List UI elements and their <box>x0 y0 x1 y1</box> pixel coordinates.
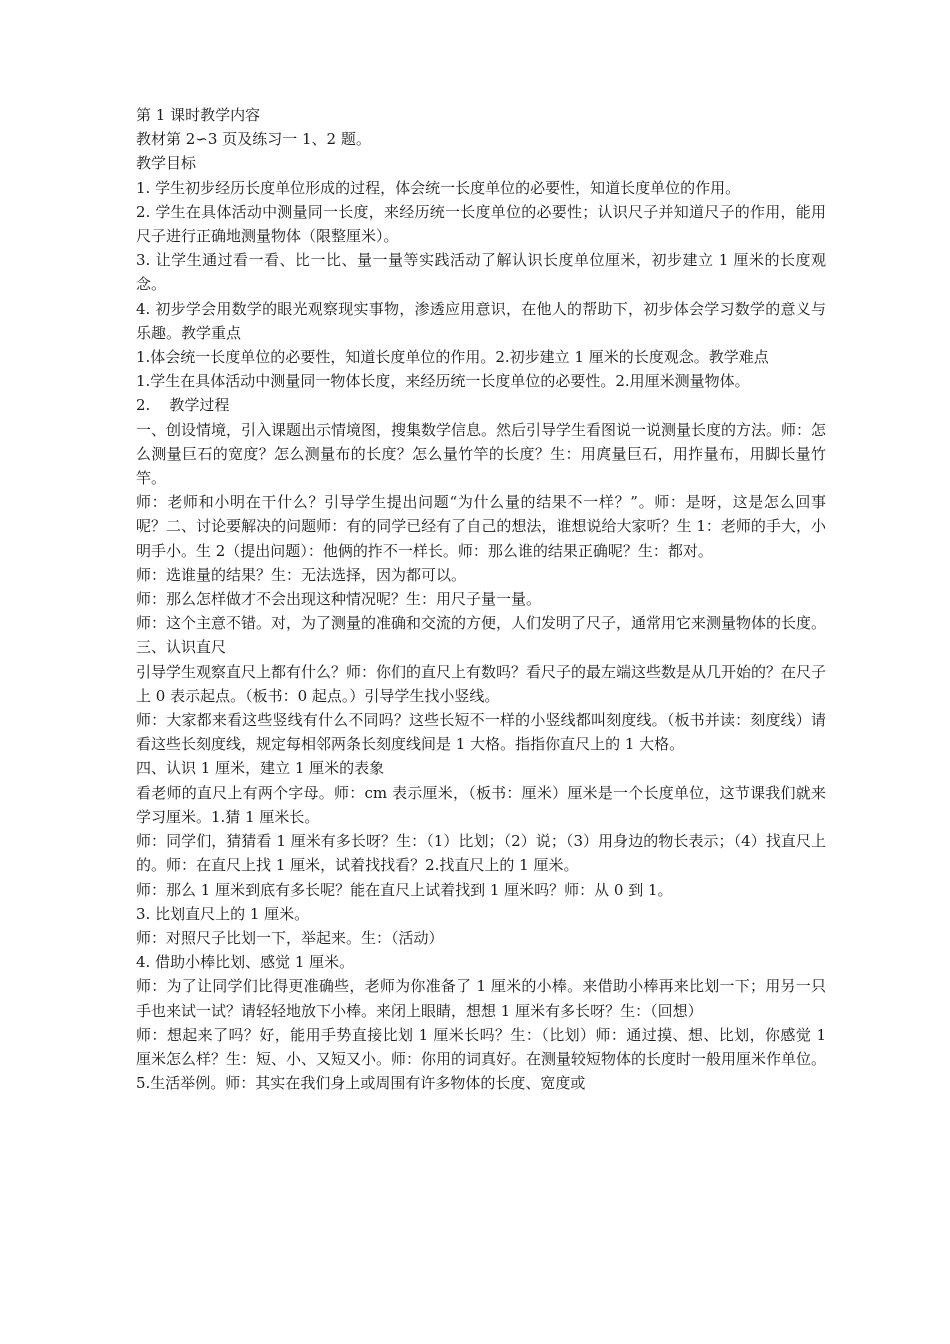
lesson-title: 第 1 课时教学内容 <box>136 106 261 124</box>
section-heading-process: 2. 教学过程 <box>136 396 230 415</box>
textbook-pages: 教材第 2∽3 页及练习一 1、2 题。 <box>136 130 371 149</box>
body-paragraph: 四、认识 1 厘米，建立 1 厘米的表象 <box>136 759 385 778</box>
body-paragraph: 师：那么 1 厘米到底有多长呢？能在直尺上试着找到 1 厘米吗？师：从 0 到 1。 <box>136 880 673 899</box>
body-paragraph: 看老师的直尺上有两个字母。师：cm 表示厘米，（板书：厘米）厘米是一个长度单位，这节课我们就来学习厘米。1.猜 1 厘米长。 <box>136 783 826 826</box>
body-paragraph: 师：那么怎样做才不会出现这种情况呢？生：用尺子量一量。 <box>136 590 542 609</box>
key-points: 1.体会统一长度单位的必要性，知道长度单位的作用。2.初步建立 1 厘米的长度观念。教学难点 <box>136 348 769 367</box>
section-heading-goals: 教学目标 <box>136 154 197 173</box>
body-paragraph: 师：大家都来看这些竖线有什么不同吗？这些长短不一样的小竖线都叫刻度线。（板书并读：刻度线）请看这些长刻度线，规定每相邻两条长刻度线间是 1 大格。指指你直尺上的 1 大格。 <box>136 711 826 754</box>
body-paragraph: 4. 借助小棒比划、感觉 1 厘米。 <box>136 953 355 972</box>
goal-item-2: 2. 学生在具体活动中测量同一长度，来经历统一长度单位的必要性；认识尺子并知道尺子的作用，能用尺子进行正确地测量物体（限整厘米）。 <box>136 202 826 246</box>
body-paragraph: 师：老师和小明在干什么？引导学生提出问题“为什么量的结果不一样？”。师：是呀，这是怎么回事呢？二、讨论要解决的问题师：有的同学已经有了自己的想法，谁想说给大家听？生 1：老师的手大，小明手小。生 2（提出问题）：他俩的拃不一样长。师：那么谁的结果正确呢？生：都对。 <box>136 493 826 560</box>
body-paragraph: 师：同学们，猜猜看 1 厘米有多长呀？生：（1）比划；（2）说；（3）用身边的物长表示；（4）找直尺上的。师：在直尺上找 1 厘米，试着找找看？2.找直尺上的 1 厘米。 <box>136 832 826 875</box>
goal-item-1: 1. 学生初步经历长度单位形成的过程，体会统一长度单位的必要性，知道长度单位的作用。 <box>136 178 741 197</box>
difficult-points: 1.学生在具体活动中测量同一物体长度，来经历统一长度单位的必要性。2.用厘米测量物体。 <box>136 372 750 391</box>
body-paragraph: 师：为了让同学们比得更准确些，老师为你准备了 1 厘米的小棒。来借助小棒再来比划一下；用另一只手也来试一试？请轻轻地放下小棒。来闭上眼睛，想想 1 厘米有多长呀？生：（回想） <box>136 977 826 1020</box>
body-paragraph: 引导学生观察直尺上都有什么？师：你们的直尺上有数吗？看尺子的最左端这些数是从几开始的？在尺子上 0 表示起点。（板书：0 起点。）引导学生找小竖线。 <box>136 662 827 705</box>
body-paragraph: 师：对照尺子比划一下，举起来。生：（活动） <box>136 928 444 947</box>
body-paragraph: 一、创设情境，引入课题出示情境图，搜集数学信息。然后引导学生看图说一说测量长度的方法。师：怎么测量巨石的宽度？怎么测量布的长度？怎么量竹竿的长度？生：用庹量巨石，用拃量布，用脚长量竹竿。 <box>136 420 827 488</box>
body-paragraph: 师：这个主意不错。对，为了测量的准确和交流的方便，人们发明了尺子，通常用它来测量物体的长度。三、认识直尺 <box>136 614 827 657</box>
goal-item-4: 4. 初步学会用数学的眼光观察现实事物，渗透应用意识，在他人的帮助下，初步体会学习数学的意义与乐趣。教学重点 <box>136 299 826 342</box>
goal-item-3: 3. 让学生通过看一看、比一比、量一量等实践活动了解认识长度单位厘米，初步建立 1 厘米的长度观念。 <box>136 251 826 294</box>
body-paragraph: 师：选谁量的结果？生：无法选择，因为都可以。 <box>136 565 467 584</box>
body-paragraph: 3. 比划直尺上的 1 厘米。 <box>136 904 310 923</box>
body-paragraph: 师：想起来了吗？好，能用手势直接比划 1 厘米长吗？生：（比划）师：通过摸、想、比划，你感觉 1 厘米怎么样？生：短、小、又短又小。师：你用的词真好。在测量较短物体的长度时一般用厘米作单位。5.生活举例。师：其实在我们身上或周围有许多物体的长度、宽度或 <box>136 1025 827 1093</box>
document-page <box>136 103 826 1095</box>
